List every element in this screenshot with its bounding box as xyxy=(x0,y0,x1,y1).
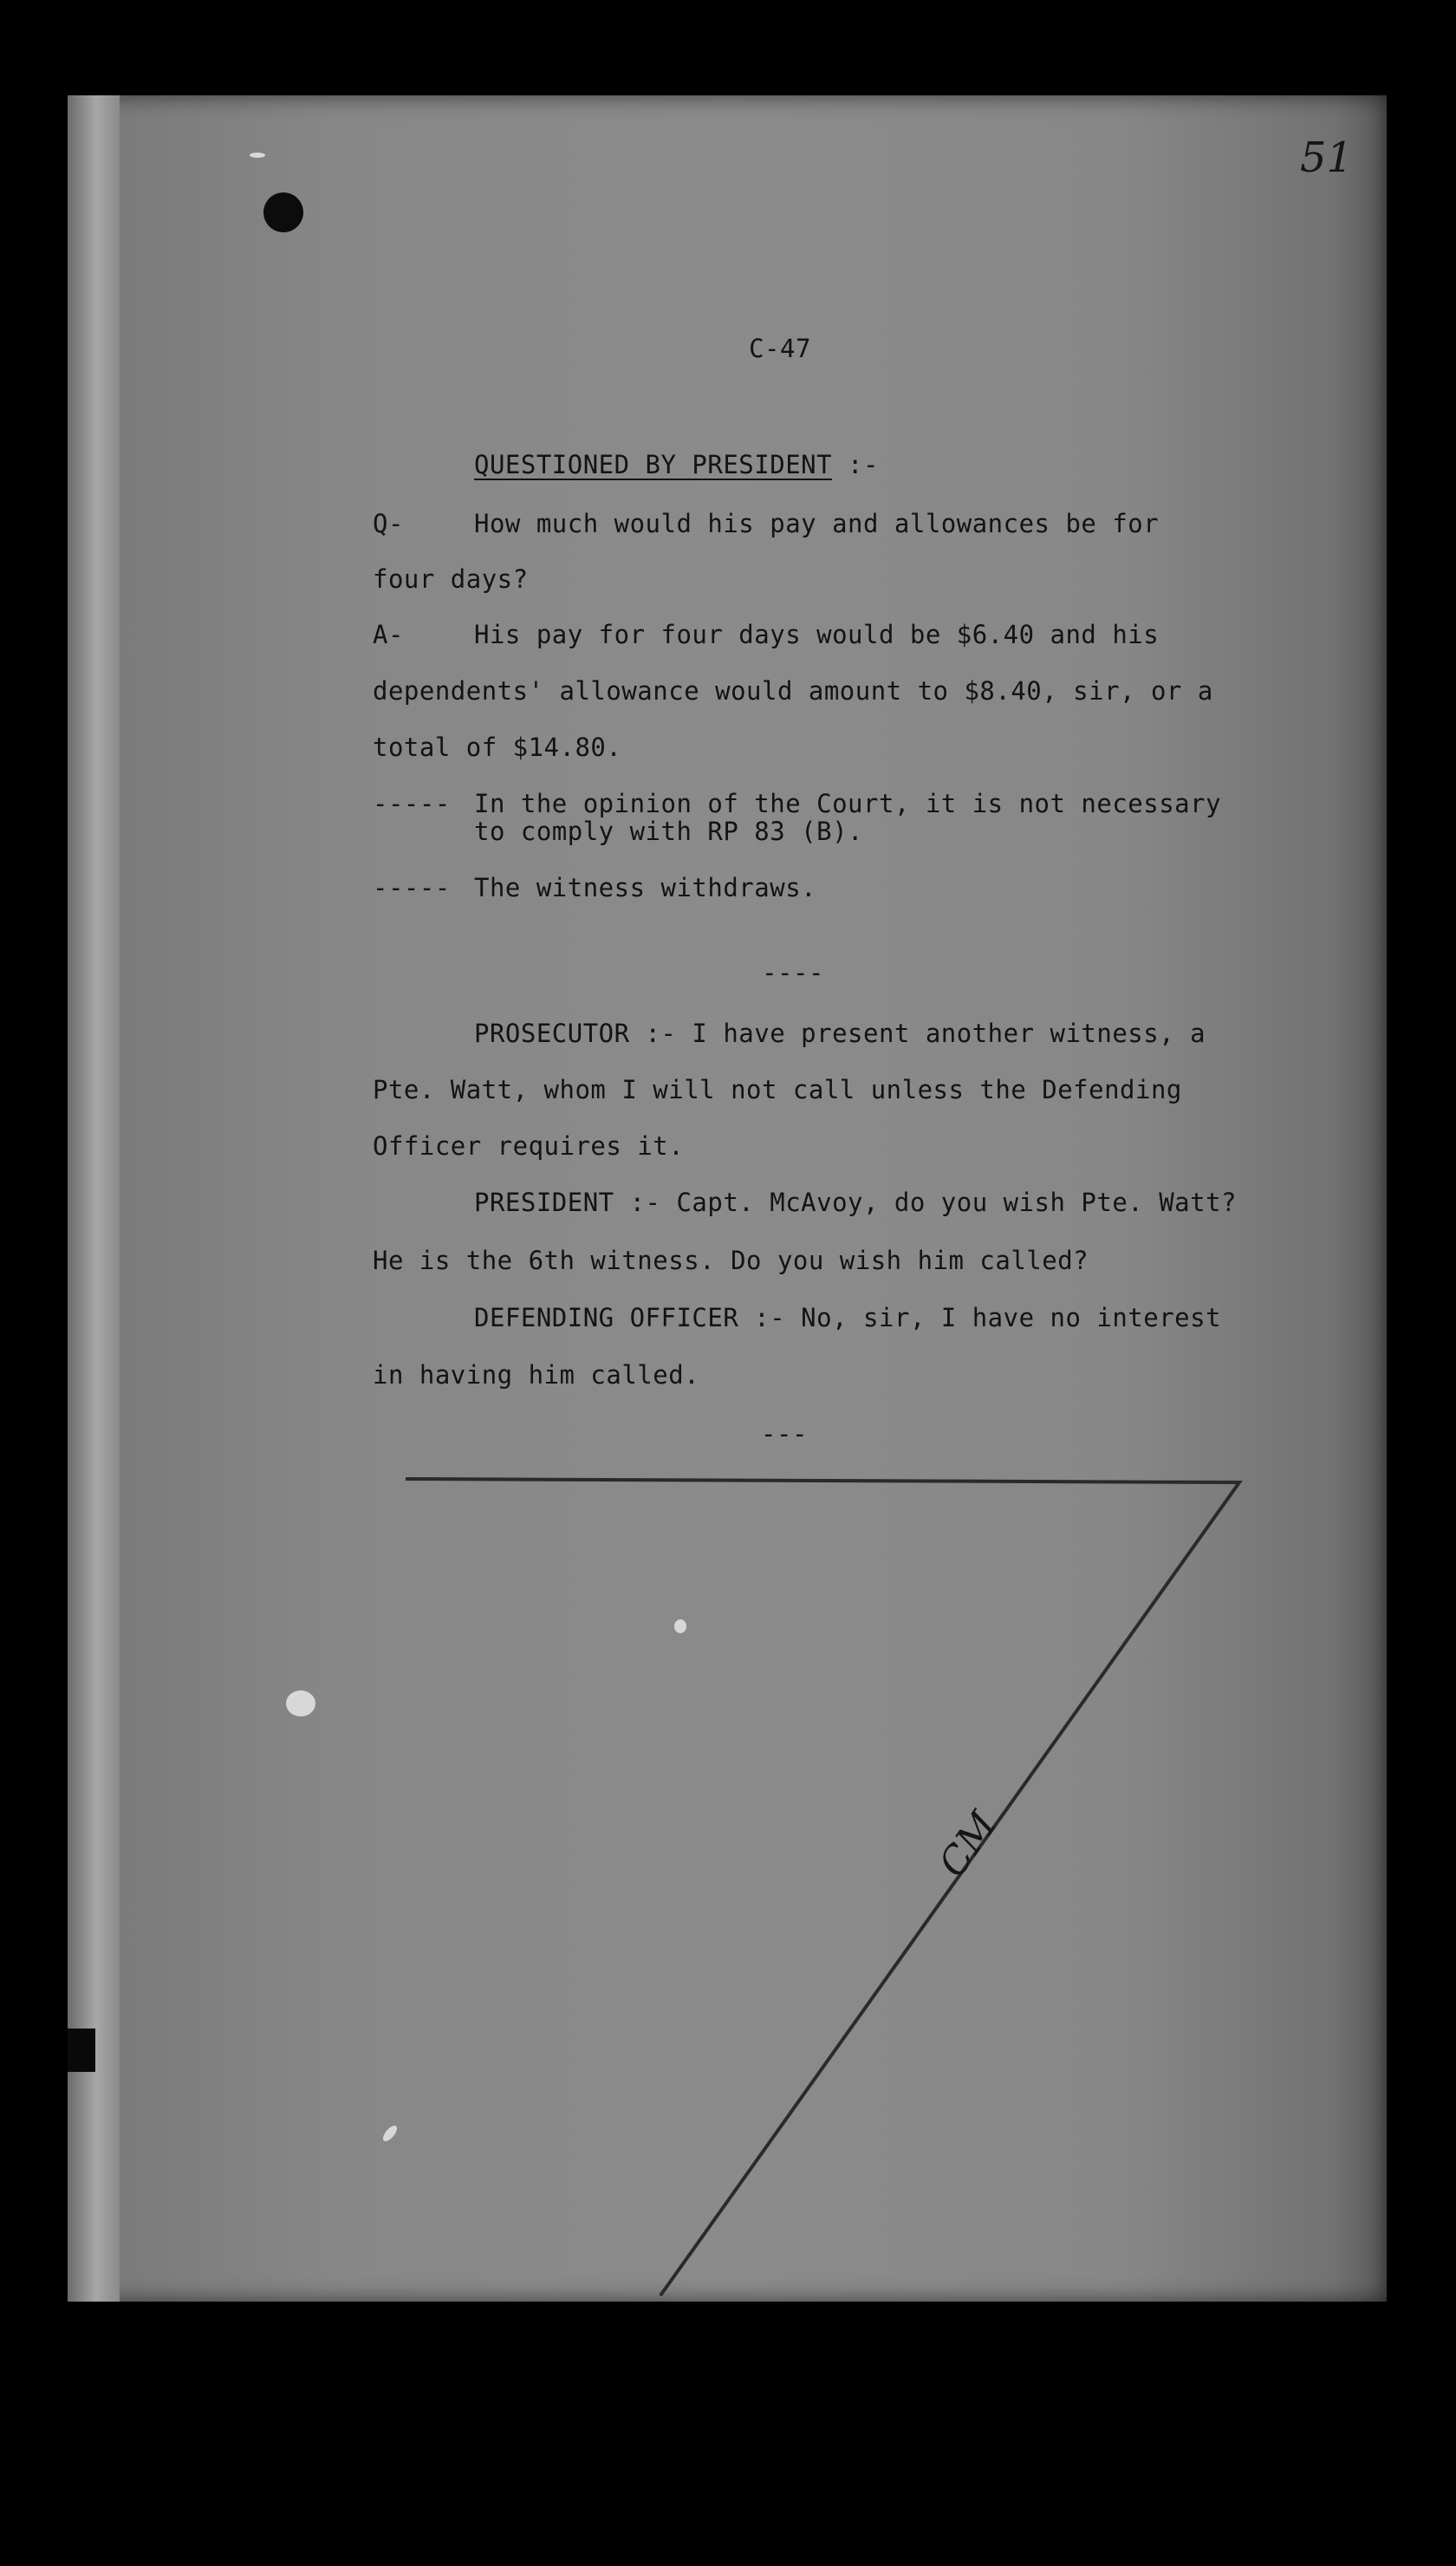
folio-number: 51 xyxy=(1300,134,1354,182)
question-marker: Q- xyxy=(373,509,404,538)
defending-line-2: in having him called. xyxy=(373,1360,700,1390)
court-note-line-1: In the opinion of the Court, it is not necessary xyxy=(474,789,1222,818)
president-line-2: He is the 6th witness. Do you wish him called? xyxy=(373,1246,1089,1275)
separator-2: --- xyxy=(761,1419,808,1449)
question-line-2: four days? xyxy=(373,564,529,594)
answer-line-2: dependents' allowance would amount to $8.40, sir, or a xyxy=(373,676,1213,706)
prosecutor-line-3: Officer requires it. xyxy=(373,1131,685,1161)
answer-line-1: His pay for four days would be $6.40 and his xyxy=(474,620,1160,649)
prosecutor-line-1: PROSECUTOR :- I have present another witness, a xyxy=(474,1019,1206,1048)
separator-1: ---- xyxy=(762,958,824,987)
court-note-line-2: to comply with RP 83 (B). xyxy=(474,817,863,846)
answer-line-3: total of $14.80. xyxy=(373,733,622,762)
initials-signature: CM xyxy=(930,1803,1006,1885)
heading-text: QUESTIONED BY PRESIDENT xyxy=(474,450,833,479)
court-note-marker: ----- xyxy=(373,789,451,818)
prosecutor-line-2: Pte. Watt, whom I will not call unless the Defending xyxy=(373,1075,1182,1104)
heading-suffix: :- xyxy=(832,450,879,479)
withdraw-marker: ----- xyxy=(373,873,451,902)
withdraw-note: The witness withdraws. xyxy=(474,873,817,902)
page-number: C-47 xyxy=(749,334,811,363)
defending-line-1: DEFENDING OFFICER :- No, sir, I have no interest xyxy=(474,1303,1222,1332)
answer-marker: A- xyxy=(373,620,404,649)
question-line-1: How much would his pay and allowances be for xyxy=(474,509,1160,538)
president-line-1: PRESIDENT :- Capt. McAvoy, do you wish Pte. Watt? xyxy=(474,1188,1238,1217)
